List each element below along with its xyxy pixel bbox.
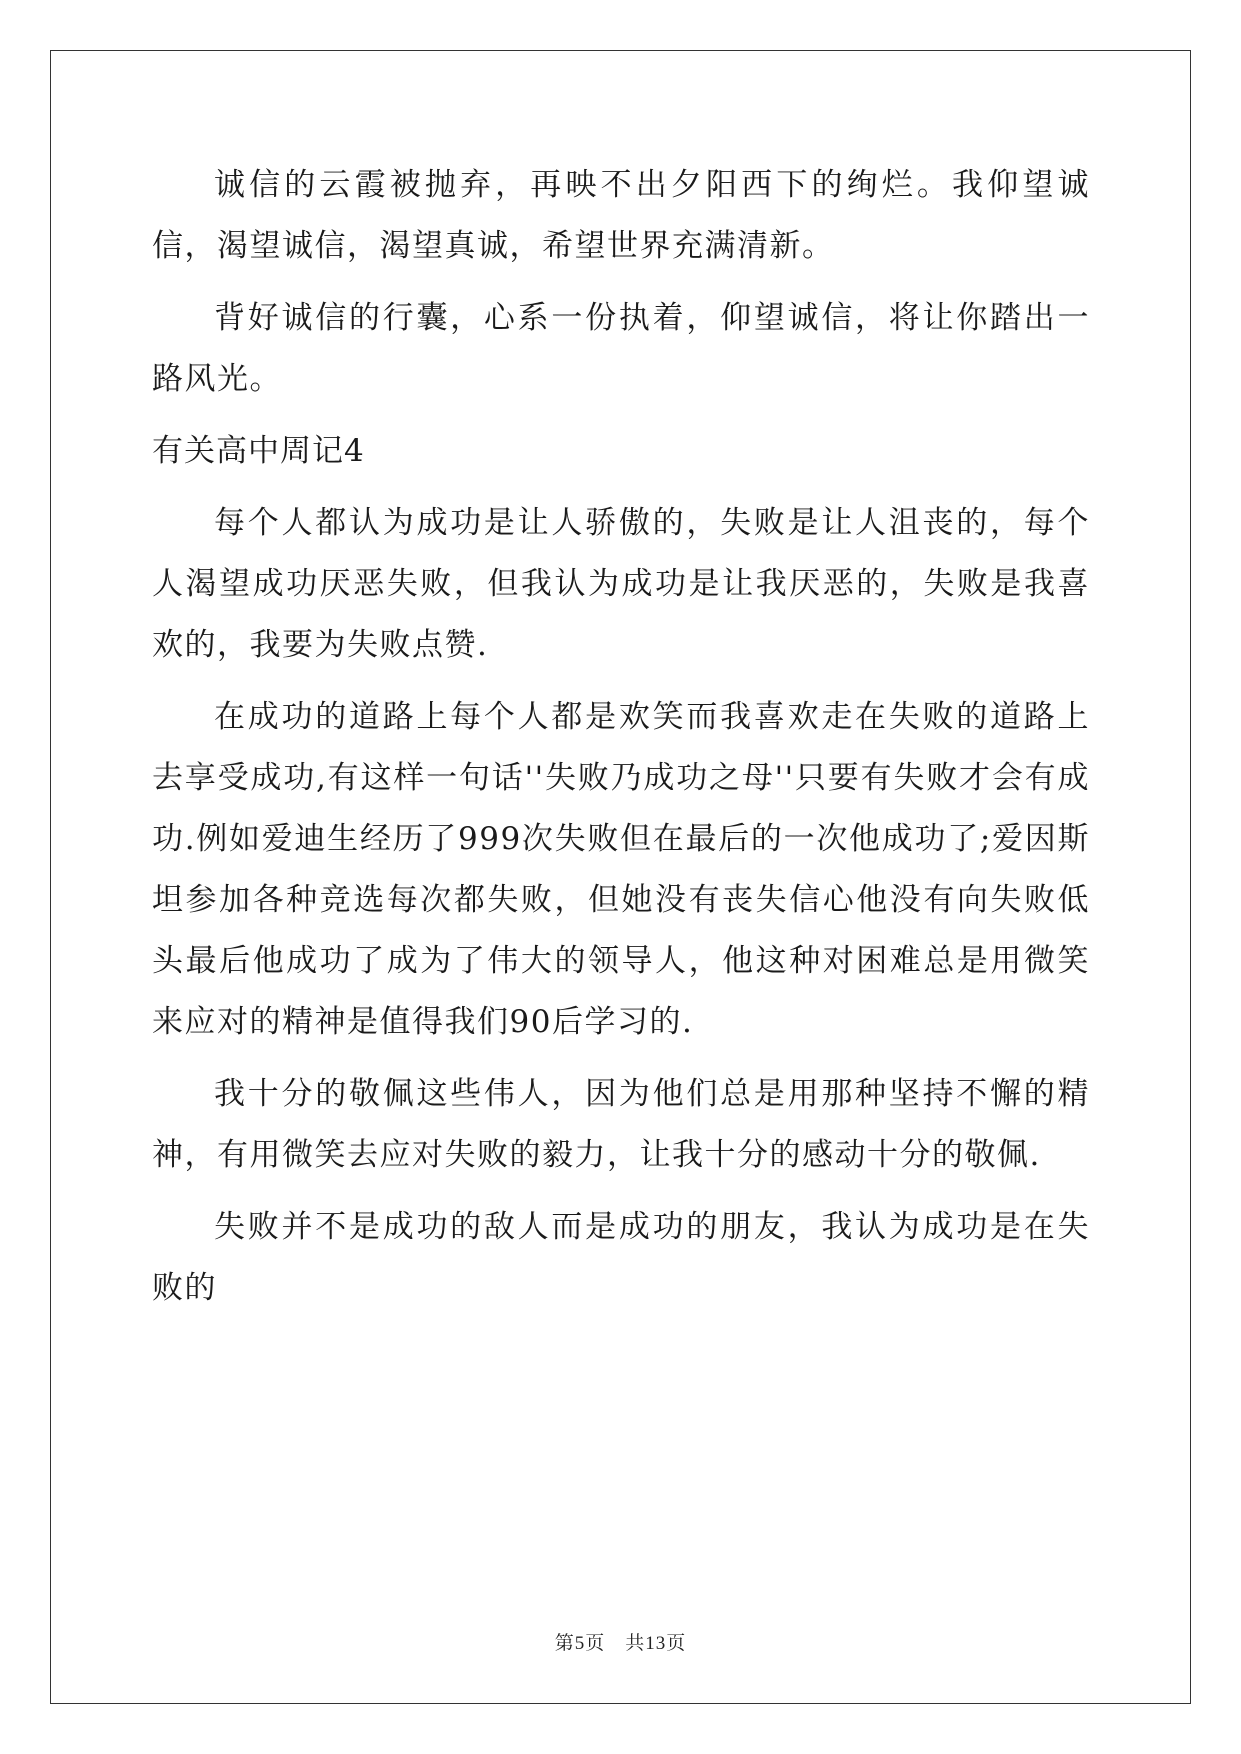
paragraph: 诚信的云霞被抛弃，再映不出夕阳西下的绚烂。我仰望诚信，渴望诚信，渴望真诚，希望世界充满清新。 bbox=[152, 167, 1090, 264]
paragraph: 每个人都认为成功是让人骄傲的，失败是让人沮丧的，每个人渴望成功厌恶失败，但我认为成功是让我厌恶的，失败是我喜欢的，我要为失败点赞. bbox=[152, 505, 1090, 663]
section-heading: 有关高中周记4 bbox=[152, 433, 365, 469]
paragraph: 背好诚信的行囊，心系一份执着，仰望诚信，将让你踏出一路风光。 bbox=[152, 300, 1090, 397]
document-body bbox=[152, 155, 1090, 1319]
paragraph: 失败并不是成功的敌人而是成功的朋友，我认为成功是在失败的 bbox=[152, 1209, 1090, 1306]
paragraph: 在成功的道路上每个人都是欢笑而我喜欢走在失败的道路上去享受成功,有这样一句话''失败乃成功之母''只要有失败才会有成功.例如爱迪生经历了999次失败但在最后的一次他成功了;爱因斯坦参加各种竞选每次都失败，但她没有丧失信心他没有向失败低头最后他成功了成为了伟大的领导人，他这种对困难总是用微笑来应对的精神是值得我们90后学习的. bbox=[152, 699, 1090, 1040]
paragraph: 我十分的敬佩这些伟人，因为他们总是用那种坚持不懈的精神，有用微笑去应对失败的毅力，让我十分的感动十分的敬佩. bbox=[152, 1076, 1090, 1173]
page-number-footer: 第5页 共13页 bbox=[554, 1633, 687, 1654]
